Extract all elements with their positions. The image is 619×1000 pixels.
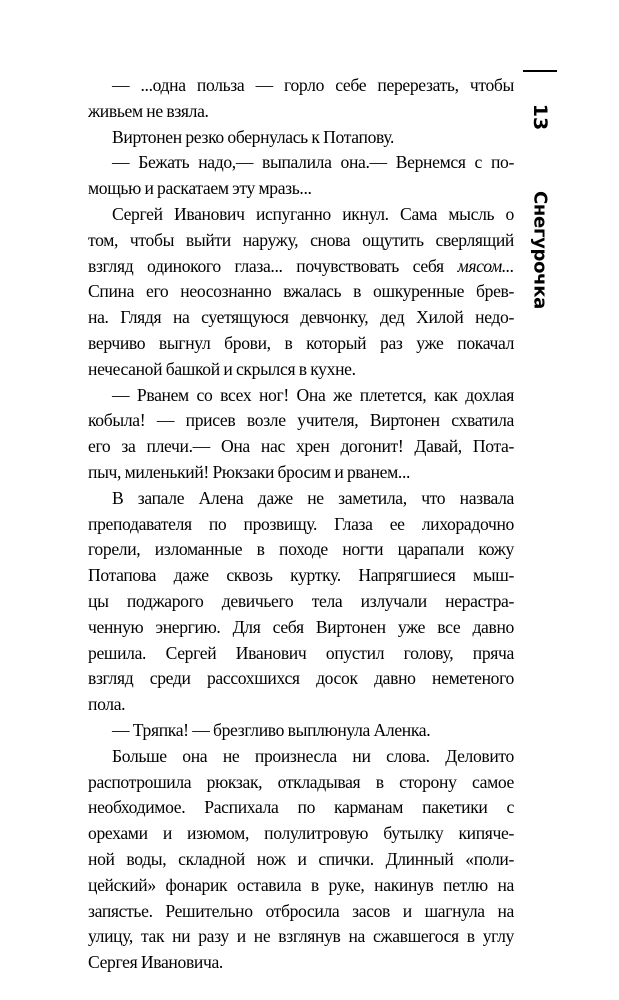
text-line: — ...одна польза — горло себе перерезать, чтобы (112, 75, 514, 95)
page-number: 13 (529, 103, 551, 131)
text-line: — Рванем со всех ног! Она же плетется, как дохлая (112, 384, 514, 405)
paragraph-2 (88, 125, 514, 151)
text-line: — Бежать надо,— выпалила она.— Вернемся с по- (112, 152, 514, 173)
text-line: — Тряпка! — брезгливо выплюнула Аленка. (112, 719, 431, 740)
text-line: Виртонен резко обернулась к Потапову. (112, 126, 395, 147)
text-line: ченную энергию. Для себя Виртонен уже все давно (88, 616, 514, 637)
paragraph-4 (88, 202, 514, 383)
text-line: запястье. Решительно отбросила засов и шагнула на (88, 900, 514, 921)
paragraph-3 (88, 150, 514, 202)
text-line: нечесаной башкой и скрылся в кухне. (88, 358, 356, 379)
text-line: необходимое. Распихала по карманам пакетики с (88, 797, 514, 818)
text-line: Спина его неосознанно вжалась в ошкуренные брев- (88, 281, 514, 302)
text-line: В запале Алена даже не заметила, что назвала (112, 487, 514, 508)
body-text (88, 73, 514, 976)
text-line: орехами и изюмом, полулитровую бутылку кипяче- (88, 823, 514, 844)
text-fragment: взгляд одинокого глаза... почувствовать себя (88, 255, 444, 276)
text-line: мощью и раскатаем эту мразь... (88, 178, 312, 199)
paragraph-7 (88, 718, 514, 744)
header-rule (523, 70, 557, 72)
text-line: Потапова даже сквозь куртку. Напрягшиеся мыш- (88, 565, 514, 586)
text-line: кобыла! — присев возле учителя, Виртонен схватила (88, 410, 514, 431)
text-line: верчиво выгнул брови, в который раз уже покачал (88, 332, 514, 353)
paragraph-5 (88, 383, 514, 486)
text-line: пыч, миленький! Рюкзаки бросим и рванем... (88, 461, 411, 482)
text-line: взгляд среди рассохшихся досок давно неметеного (88, 668, 514, 689)
text-line: том, чтобы выйти наружу, снова ощутить сверлящий (88, 229, 514, 250)
paragraph-1 (88, 73, 514, 125)
text-line: решила. Сергей Иванович опустил голову, пряча (88, 642, 514, 663)
text-line: горели, изломанные в походе ногти царапали кожу (88, 539, 514, 560)
text-line: Сергей Иванович испуганно икнул. Сама мысль о (112, 203, 514, 224)
italic-word: мясом... (457, 255, 514, 276)
text-line: пола. (88, 694, 126, 715)
running-title: Снегурочка (529, 191, 551, 309)
text-line: его за плечи.— Она нас хрен догонит! Давай, Пота- (88, 436, 514, 457)
text-line: Сергея Ивановича. (88, 952, 223, 973)
text-line: улицу, так ни разу и не взглянув на сжавшегося в углу (88, 926, 514, 947)
text-line: цейский» фонарик оставила в руке, накинув петлю на (88, 874, 514, 895)
paragraph-6 (88, 486, 514, 718)
text-line: преподавателя по прозвищу. Глаза ее лихорадочно (88, 513, 514, 534)
text-line-with-italic (88, 254, 514, 280)
text-line: ной воды, складной нож и спички. Длинный «поли- (88, 848, 514, 869)
paragraph-8 (88, 744, 514, 976)
text-line: распотрошила рюкзак, откладывая в сторону самое (88, 771, 514, 792)
text-line: живьем не взяла. (88, 100, 209, 121)
text-line: Больше она не произнесла ни слова. Деловито (112, 745, 514, 766)
text-line: на. Глядя на суетящуюся девчонку, дед Хилой недо- (88, 307, 514, 328)
text-line: цы поджарого девичьего тела излучали нерастра- (88, 590, 514, 611)
